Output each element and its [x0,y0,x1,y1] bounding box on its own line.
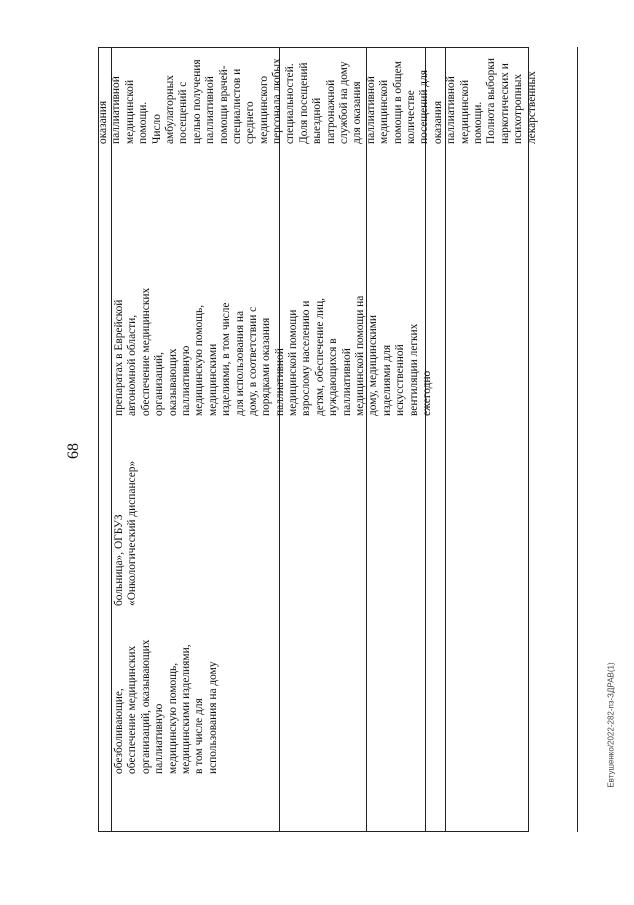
document-stamp-text: Евтушенко/2022-282-пз-ЗДРАВ(1) [606,662,616,788]
cell-line: помощи в общем [391,61,404,144]
cell-line: паллиативной [340,348,353,416]
cell-line: медицинскую помощь, [193,304,206,416]
cell-line: для использования на [233,310,246,416]
cell-line: патронажной [324,79,337,144]
cell-line: обеспечение медицинских [126,645,139,774]
cell-line: паллиативной [364,76,377,144]
cell-result [113,282,443,422]
cell-line: службой на дому [338,61,351,144]
cell-line: оказания [431,100,444,144]
cell-line: медицинской [123,79,136,144]
cell-line: наркотических и [498,63,511,144]
cell-line: паллиативной [445,76,458,144]
cell-line: больница», ОГБУЗ [113,514,125,606]
cell-line: Полнота выборки [485,58,498,144]
column-divider [445,47,446,832]
cell-line: оказывающих [166,348,179,416]
cell-line: специалистов и [230,68,243,144]
column-divider [111,47,112,832]
cell-line: паллиативную [153,703,166,774]
cell-line: паллиативную [179,345,192,416]
cell-line: медицинской помощи на [354,295,367,416]
cell-line: персонала любых [271,58,284,144]
cell-line: Число [150,114,163,144]
cell-line: обеспечение медицинских [139,287,152,416]
cell-line: изделиями для [380,344,393,416]
cell-line: вентиляции легких [407,323,420,416]
cell-line: организаций, оказывающих [139,639,152,774]
cell-executor [113,447,153,612]
cell-line: порядками оказания [260,317,273,416]
cell-line: ежегодно [420,370,433,416]
cell-line: нуждающихся в [327,338,340,416]
cell-line: посещений для [418,69,431,144]
cell-line: медицинскими [206,343,219,416]
cell-line: помощи врачей- [217,65,230,144]
cell-line: медицинскими изделиями, [179,644,192,774]
cell-indicator [97,45,537,150]
cell-line: среднего [244,101,257,144]
cell-line: препаратах в Еврейской [113,299,125,416]
cell-line: количестве [404,90,417,144]
cell-line: для оказания [351,81,364,144]
cell-line: помощи. [471,101,484,144]
cell-name [113,610,223,780]
cell-line: обезболивающие, [113,688,125,774]
cell-line: медицинской [378,79,391,144]
cell-line: медицинской [458,79,471,144]
column-divider [366,47,367,832]
document-stamp [596,610,626,840]
cell-line: целью получения [190,59,203,144]
cell-line: специальностей. [284,63,297,144]
cell-line: использования на дому [206,661,219,774]
cell-line: в том числе для [193,698,206,774]
cell-line: автономной области, [126,314,139,416]
page-number: 68 [65,443,82,459]
cell-line: дому, в соответствии с [246,306,259,416]
cell-line: паллиативной [110,76,123,144]
cell-line: психотропных [512,73,525,144]
cell-line: взрослому населению и [300,300,313,416]
cell-line: выездной [311,97,324,144]
cell-line: помощи. [137,101,150,144]
cell-line: организаций, [153,352,166,416]
cell-line: детям, обеспечение лиц, [313,297,326,416]
cell-line: дому, медицинскими [367,314,380,416]
cell-line: искусственной [394,344,407,416]
cell-line: изделиями, в том числе [220,302,233,416]
cell-line: амбулаторных [163,75,176,144]
cell-line: медицинского [257,75,270,144]
cell-line: паллиативной [273,348,286,416]
cell-line: лекарственных [525,71,538,144]
cell-line: паллиативной [204,76,217,144]
cell-line: оказания [97,100,109,144]
cell-line: медицинской помощи [287,309,300,416]
column-divider [425,47,426,832]
cell-line: медицинскую помощь, [166,662,179,774]
cell-line: «Онкологический диспансер» [126,460,139,606]
column-divider [577,47,578,832]
cell-line: Доля посещений [297,62,310,144]
cell-line: посещений с [177,81,190,144]
column-divider [279,47,280,832]
